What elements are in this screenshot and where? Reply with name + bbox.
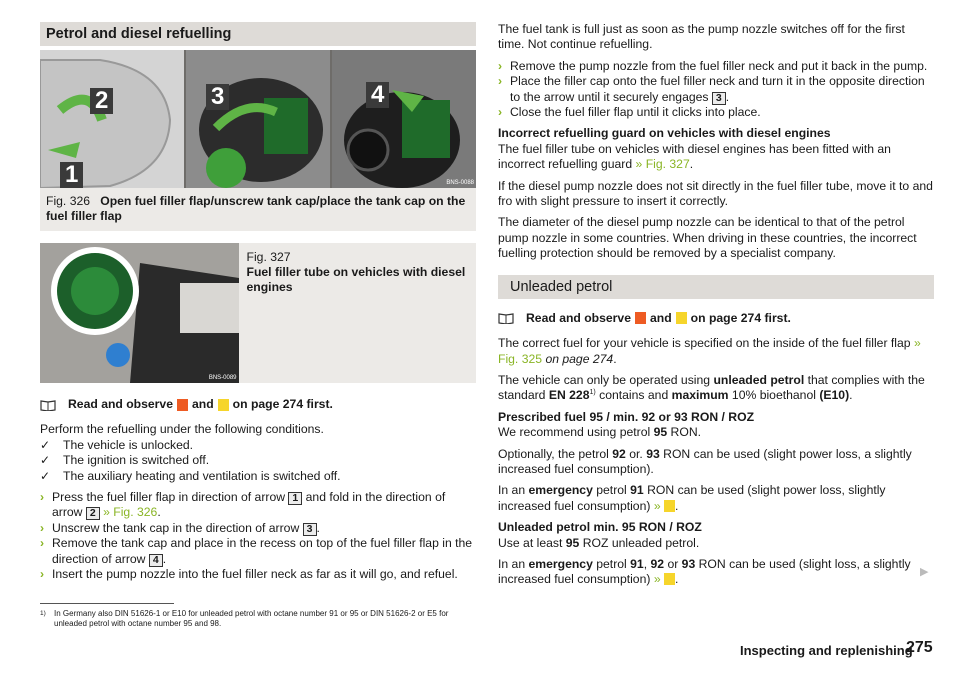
diesel-text: The fuel filler tube on vehicles with diesel engines has been fitted with an incorrect refuelling guard » Fig. 327.: [498, 141, 891, 172]
read-observe-line-2: Read and observe and on page 274 first.: [498, 311, 934, 326]
warning-icon[interactable]: [635, 312, 646, 324]
step-1: › Press the fuel filler flap in direction of arrow 1 and fold in the direction of arrow 2 » Fig. 326.: [40, 490, 446, 520]
figure-327-id: BNS-0089: [208, 375, 237, 381]
at-least-text: Use at least 95 ROZ unleaded petrol.: [498, 535, 700, 550]
ref-box-1: 1: [288, 492, 302, 505]
caution-icon[interactable]: [218, 399, 229, 411]
step-arrow-icon: ›: [40, 567, 45, 582]
footnote: [40, 609, 480, 629]
footnote-number: 1): [40, 610, 46, 617]
page-number: 275: [906, 639, 933, 656]
left-column: [40, 0, 476, 582]
ref-box-4: 4: [149, 554, 163, 567]
check-item: ✓ The vehicle is unlocked.: [40, 437, 194, 452]
figure-326-label: Fig. 326: [46, 194, 91, 208]
figure-327-image: [40, 243, 239, 383]
emergency-text-1: In an emergency petrol 91 RON can be used (slight power loss, slightly increased fuel consumption) » .: [498, 483, 886, 513]
caution-icon[interactable]: [664, 573, 675, 585]
section-title: Petrol and diesel refuelling: [40, 22, 476, 46]
book-icon: [498, 312, 514, 324]
step-arrow-icon: ›: [498, 74, 503, 89]
callout-3: 3: [206, 84, 229, 110]
recommend-text: We recommend using petrol 95 RON.: [498, 425, 702, 440]
min95-heading: Unleaded petrol min. 95 RON / ROZ: [498, 520, 702, 535]
tank-full-text: The fuel tank is full just as soon as the pump nozzle switches off for the first time. Not continue refuelling.: [498, 22, 905, 52]
figure-326-caption-text: Open fuel filler flap/unscrew tank cap/place the tank cap on the fuel filler flap: [46, 194, 466, 223]
standard-text: The vehicle can only be operated using unleaded petrol that complies with the standard EN 228$^{1)}$ contains and maximum 10% bioethanol (E10).: [498, 372, 925, 403]
unleaded-section-title: Unleaded petrol: [498, 275, 934, 299]
step-arrow-icon: ›: [498, 58, 503, 73]
step-close-flap: › Close the fuel filler flap until it clicks into place.: [498, 105, 761, 120]
check-icon: ✓: [40, 437, 51, 452]
fig-327-link[interactable]: » Fig. 327: [635, 157, 690, 172]
fig-326-link[interactable]: » Fig. 326: [103, 505, 158, 520]
fig-325-link[interactable]: » Fig. 325: [498, 336, 921, 366]
footnote-text: In Germany also DIN 51626-1 or E10 for unleaded petrol with octane number 91 or 95 or DIN 51626-2 or E5 for unleaded petrol with octane number 95 and 98.: [54, 609, 449, 628]
figure-326-caption: [40, 188, 476, 231]
figure-327: [40, 243, 476, 383]
prescribed-fuel-heading: Prescribed fuel 95 / min. 92 or 93 RON / ROZ: [498, 409, 755, 424]
check-item: ✓ The ignition is switched off.: [40, 453, 210, 468]
callout-1: 1: [60, 162, 83, 188]
diesel-heading: Incorrect refuelling guard on vehicles with diesel engines: [498, 126, 831, 141]
warning-icon[interactable]: [177, 399, 188, 411]
figure-326-panel-flap: [40, 50, 184, 188]
chapter-name: Inspecting and replenishing: [740, 643, 913, 658]
caution-icon[interactable]: [664, 500, 675, 512]
emergency-text-2: In an emergency petrol 91, 92 or 93 RON can be used (slight loss, a slightly increased fuel consumption) » .: [498, 556, 911, 587]
figure-326-id: BNS-0088: [446, 180, 474, 186]
figure-326-image: [40, 50, 476, 188]
ref-box-2: 2: [86, 507, 100, 520]
figure-326-panel-cap: [186, 50, 330, 188]
right-column: [498, 22, 934, 588]
correct-fuel-text: The correct fuel for your vehicle is specified on the inside of the fuel filler flap » Fig. 325 on page 274.: [498, 336, 921, 366]
continue-arrow-icon: ▶: [920, 566, 929, 578]
caution-icon[interactable]: [676, 312, 687, 324]
step-4: › Insert the pump nozzle into the fuel filler neck as far as it will go, and refuel.: [40, 567, 458, 582]
ref-box-3: 3: [303, 523, 317, 536]
step-arrow-icon: ›: [40, 520, 45, 535]
cap-placement-illustration: [332, 50, 476, 188]
step-arrow-icon: ›: [498, 105, 503, 120]
step-3: › Remove the tank cap and place in the recess on top of the fuel filler flap in the direction of arrow 4 .: [40, 536, 473, 566]
optional-text: Optionally, the petrol 92 or. 93 RON can be used (slight power loss, a slightly increased fuel consumption).: [498, 446, 912, 476]
callout-4: 4: [366, 82, 389, 108]
tank-cap-illustration: [186, 50, 330, 188]
read-observe-line: Read and observe and on page 274 first.: [40, 397, 476, 412]
figure-327-label: Fig. 327: [246, 250, 291, 264]
check-icon: ✓: [40, 468, 51, 483]
footnote-divider: [40, 603, 174, 604]
check-icon: ✓: [40, 453, 51, 468]
step-remove-nozzle: › Remove the pump nozzle from the fuel filler neck and put it back in the pump.: [498, 58, 928, 73]
diesel-text-3: The diameter of the diesel pump nozzle can be identical to that of the petrol pump nozzle in some countries. When driving in these countries, the incorrect fuelling protection should be removed by a specialist company.: [498, 215, 917, 261]
callout-2: 2: [90, 88, 113, 114]
step-arrow-icon: ›: [40, 536, 45, 551]
step-2: › Unscrew the tank cap in the direction of arrow 3 .: [40, 520, 320, 535]
figure-326-panel-place: [332, 50, 476, 188]
figure-327-caption-text: Fuel filler tube on vehicles with diesel engines: [246, 265, 466, 294]
check-item: ✓ The auxiliary heating and ventilation is switched off.: [40, 468, 341, 483]
book-icon: [40, 399, 56, 411]
diesel-text-2: If the diesel pump nozzle does not sit directly in the fuel filler tube, move it to and fro with slight pressure to insert it correctly.: [498, 178, 933, 209]
ref-box-3: 3: [712, 92, 726, 105]
step-place-cap: › Place the filler cap onto the fuel filler neck and turn it in the opposite direction to the arrow until it securely engages 3 .: [498, 74, 925, 104]
figure-327-caption: [239, 243, 476, 383]
diesel-filler-illustration: [40, 243, 239, 383]
step-arrow-icon: ›: [40, 490, 45, 505]
intro-text: Perform the refuelling under the following conditions.: [40, 422, 324, 437]
